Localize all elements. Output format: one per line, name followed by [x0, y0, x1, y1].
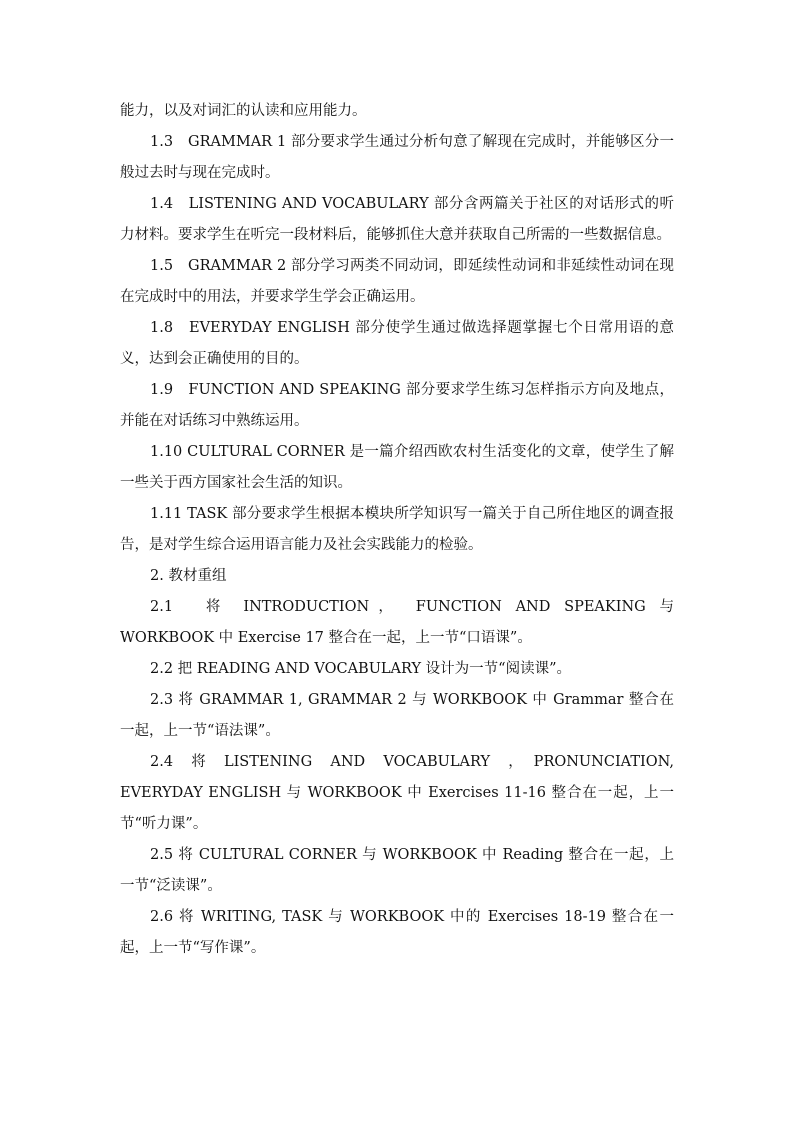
paragraph-1-3-grammar-1: 1.3 GRAMMAR 1 部分要求学生通过分析句意了解现在完成时，并能够区分一般过去时与现在完成时。 — [120, 134, 674, 181]
paragraph-2-5-extensive-reading-lesson: 2.5 将 CULTURAL CORNER 与 WORKBOOK 中 Reading 整合在一起，上一节“泛读课”。 — [120, 847, 674, 894]
section-heading-textbook-reorganization: 2. 教材重组 — [150, 568, 227, 584]
paragraph-1-4-listening: 1.4 LISTENING AND VOCABULARY 部分含两篇关于社区的对话形式的听力材料。要求学生在听完一段材料后，能够抓住大意并获取自己所需的一些数据信息。 — [120, 196, 674, 243]
paragraph-1-5-grammar-2: 1.5 GRAMMAR 2 部分学习两类不同动词，即延续性动词和非延续性动词在现在完成时中的用法，并要求学生学会正确运用。 — [120, 258, 674, 305]
paragraph-2-1-speaking-lesson: 2.1 将 INTRODUCTION， FUNCTION AND SPEAKING 与 WORKBOOK 中 Exercise 17 整合在一起，上一节“口语课”。 — [120, 599, 674, 646]
paragraph-1-9-function-speaking: 1.9 FUNCTION AND SPEAKING 部分要求学生练习怎样指示方向及地点，并能在对话练习中熟练运用。 — [120, 382, 674, 429]
paragraph-2-4-listening-lesson: 2.4 将 LISTENING AND VOCABULARY ， PRONUNCIATION, EVERYDAY ENGLISH 与 WORKBOOK 中 Exercises 11-16 整合在一起，上一节“听力课”。 — [120, 754, 674, 832]
paragraph-1-10-cultural-corner: 1.10 CULTURAL CORNER 是一篇介绍西欧农村生活变化的文章，使学生了解一些关于西方国家社会生活的知识。 — [120, 444, 674, 491]
paragraph-1-11-task: 1.11 TASK 部分要求学生根据本模块所学知识写一篇关于自己所住地区的调查报告，是对学生综合运用语言能力及社会实践能力的检验。 — [120, 506, 674, 553]
paragraph-continuation: 能力，以及对词汇的认读和应用能力。 — [120, 103, 367, 119]
paragraph-2-2-reading-lesson: 2.2 把 READING AND VOCABULARY 设计为一节“阅读课”。 — [150, 661, 572, 677]
paragraph-2-3-grammar-lesson: 2.3 将 GRAMMAR 1, GRAMMAR 2 与 WORKBOOK 中 Grammar 整合在一起，上一节“语法课”。 — [120, 692, 674, 739]
document-body — [120, 96, 674, 964]
paragraph-1-8-everyday-english: 1.8 EVERYDAY ENGLISH 部分使学生通过做选择题掌握七个日常用语的意义，达到会正确使用的目的。 — [120, 320, 674, 367]
paragraph-2-6-writing-lesson: 2.6 将 WRITING, TASK 与 WORKBOOK 中的 Exercises 18-19 整合在一起，上一节“写作课”。 — [120, 909, 674, 956]
